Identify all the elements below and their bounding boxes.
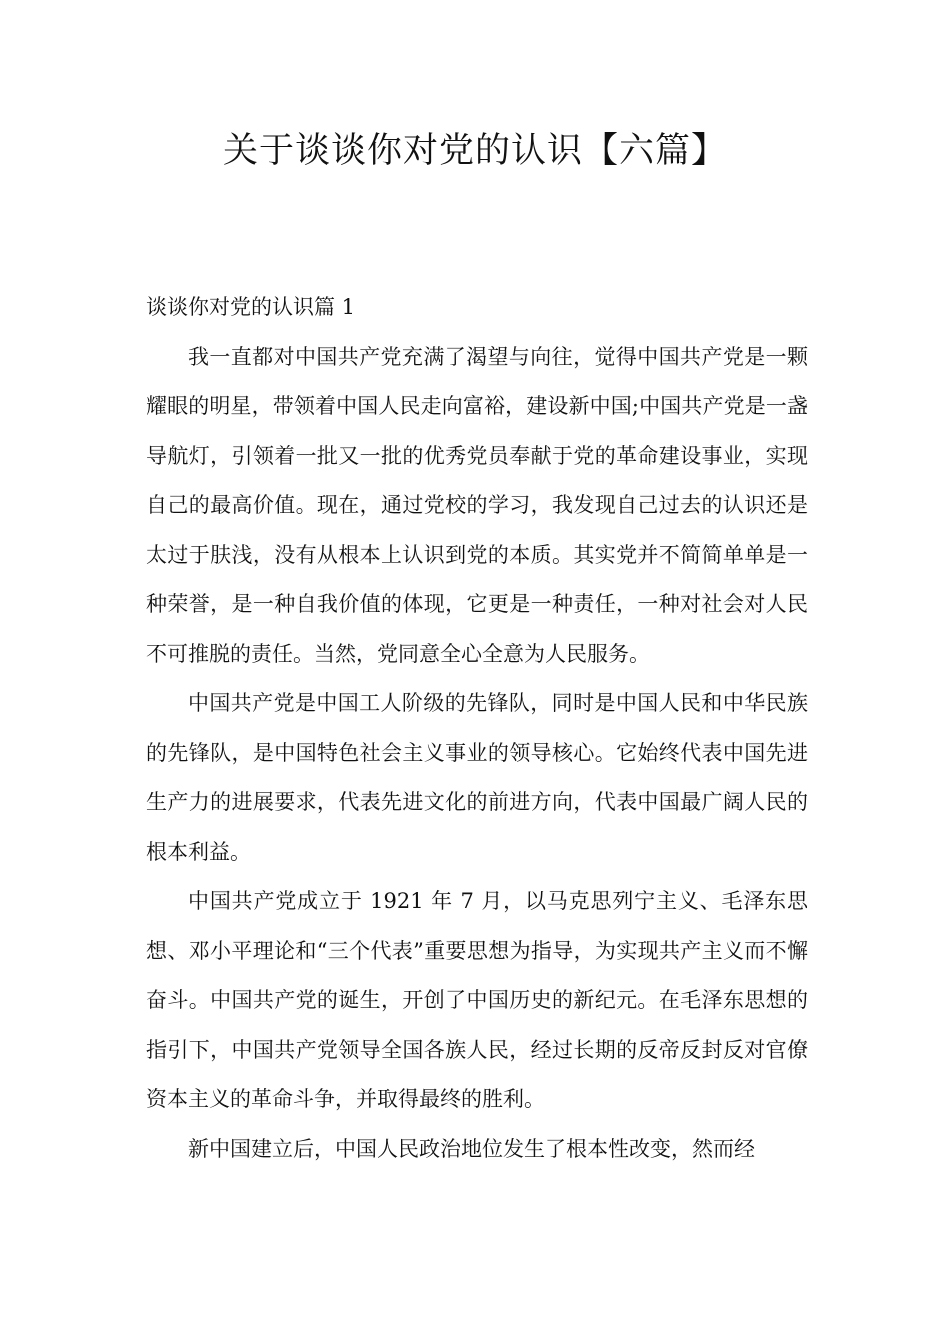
paragraph-1: 我一直都对中国共产党充满了渴望与向往，觉得中国共产党是一颗耀眼的明星，带领着中国人民走向富裕，建设新中国;中国共产党是一盏导航灯，引领着一批又一批的优秀党员奉献于党的革命建设事业，实现自己的最高价值。现在，通过党校的学习，我发现自己过去的认识还是太过于肤浅，没有从根本上认识到党的本质。其实党并不简简单单是一种荣誉，是一种自我价值的体现，它更是一种责任，一种对社会对人民不可推脱的责任。当然，党同意全心全意为人民服务。 bbox=[146, 344, 808, 666]
paragraph-3: 中国共产党成立于 1921 年 7 月，以马克思列宁主义、毛泽东思想、邓小平理论和“三个代表”重要思想为指导，为实现共产主义而不懈奋斗。中国共产党的诞生，开创了中国历史的新纪元。在毛泽东思想的指引下，中国共产党领导全国各族人民，经过长期的反帝反封反对官僚资本主义的革命斗争，并取得最终的胜利。 bbox=[146, 889, 808, 1111]
document-title: 关于谈谈你对党的认识【六篇】 bbox=[222, 131, 727, 171]
section-heading: 谈谈你对党的认识篇 1 bbox=[146, 295, 356, 319]
paragraph-4: 新中国建立后，中国人民政治地位发生了根本性改变，然而经 bbox=[188, 1136, 755, 1161]
document-body bbox=[146, 283, 808, 1174]
paragraph-2: 中国共产党是中国工人阶级的先锋队，同时是中国人民和中华民族的先锋队，是中国特色社会主义事业的领导核心。它始终代表中国先进生产力的进展要求，代表先进文化的前进方向，代表中国最广阔人民的根本利益。 bbox=[146, 691, 808, 864]
